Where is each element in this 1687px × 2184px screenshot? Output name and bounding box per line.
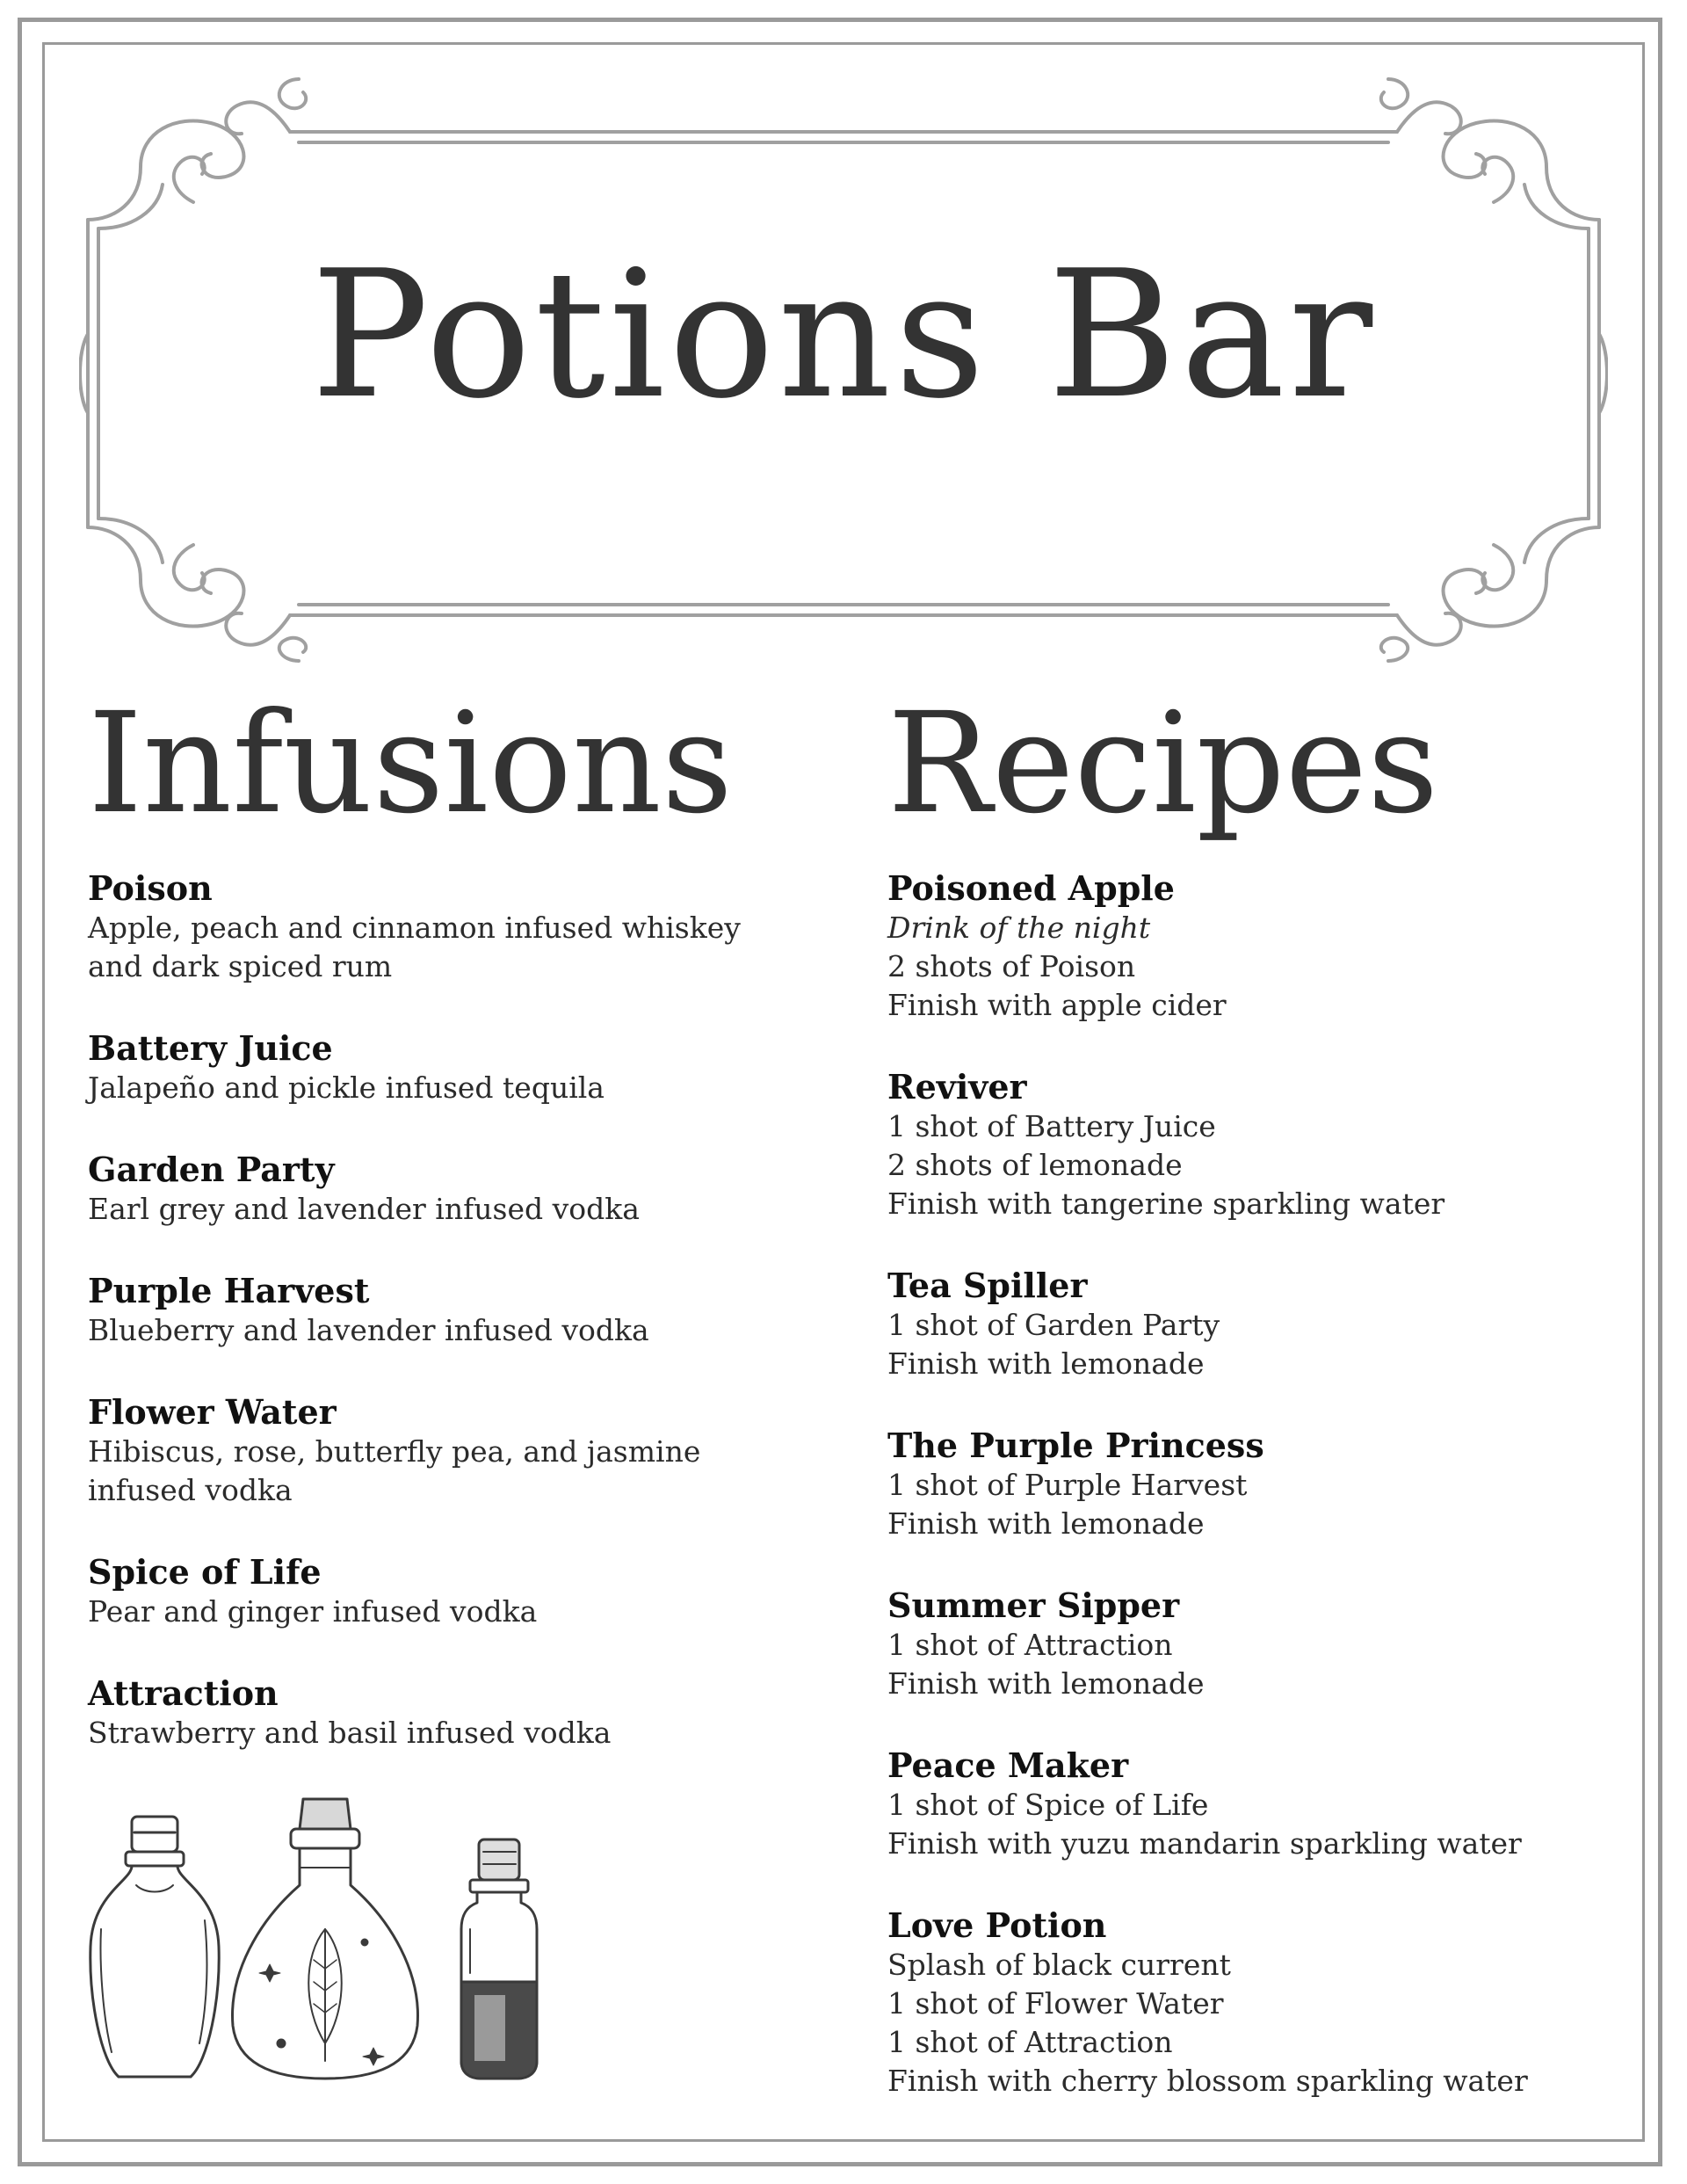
infusion-item bbox=[88, 1271, 861, 1350]
infusion-description: Pear and ginger infused vodka bbox=[88, 1594, 538, 1629]
recipe-step: 2 shots of lemonade bbox=[887, 1148, 1183, 1182]
recipe-note: Drink of the night bbox=[887, 911, 1151, 945]
recipe-item bbox=[887, 1905, 1608, 2101]
bottles-illustration bbox=[83, 1797, 576, 2087]
recipe-name: Peace Maker bbox=[887, 1745, 1129, 1785]
infusion-name: Flower Water bbox=[88, 1392, 337, 1432]
infusion-description: and dark spiced rum bbox=[88, 949, 393, 983]
corked-flask-icon bbox=[233, 1799, 418, 2079]
infusion-item bbox=[88, 1552, 861, 1631]
recipe-name: Love Potion bbox=[887, 1905, 1107, 1945]
recipe-step: 1 shot of Garden Party bbox=[887, 1308, 1220, 1342]
recipe-step: 1 shot of Battery Juice bbox=[887, 1109, 1216, 1143]
infusion-item bbox=[88, 1150, 861, 1229]
small-vial-icon bbox=[461, 1839, 537, 2079]
infusion-name: Garden Party bbox=[88, 1150, 335, 1189]
infusion-item bbox=[88, 1028, 861, 1107]
recipe-step: Finish with lemonade bbox=[887, 1506, 1205, 1541]
infusion-item bbox=[88, 1392, 861, 1510]
page-title: Potions Bar bbox=[310, 233, 1377, 438]
infusions-heading: Infusions bbox=[88, 683, 733, 845]
recipe-step: 2 shots of Poison bbox=[887, 949, 1136, 983]
recipe-item bbox=[887, 868, 1608, 1025]
infusion-item bbox=[88, 1673, 861, 1752]
bottle-icon bbox=[91, 1817, 219, 2077]
recipe-step: 1 shot of Purple Harvest bbox=[887, 1468, 1248, 1502]
recipe-step: 1 shot of Attraction bbox=[887, 2025, 1173, 2059]
recipe-step: 1 shot of Spice of Life bbox=[887, 1788, 1209, 1822]
recipes-column bbox=[887, 683, 1608, 2143]
infusion-item bbox=[88, 868, 861, 986]
recipe-step: Finish with tangerine sparkling water bbox=[887, 1186, 1445, 1221]
infusion-name: Purple Harvest bbox=[88, 1271, 370, 1310]
infusions-column bbox=[88, 683, 861, 1795]
recipe-step: Finish with yuzu mandarin sparkling water bbox=[887, 1826, 1522, 1861]
infusion-description: infused vodka bbox=[88, 1473, 293, 1507]
recipe-name: The Purple Princess bbox=[887, 1426, 1264, 1465]
infusion-description: Strawberry and basil infused vodka bbox=[88, 1716, 612, 1750]
recipe-step: Finish with cherry blossom sparkling water bbox=[887, 2064, 1528, 2098]
recipe-item bbox=[887, 1745, 1608, 1863]
infusion-description: Blueberry and lavender infused vodka bbox=[88, 1313, 649, 1347]
infusion-description: Hibiscus, rose, butterfly pea, and jasmine bbox=[88, 1434, 701, 1469]
infusion-name: Battery Juice bbox=[88, 1028, 333, 1068]
recipe-item bbox=[887, 1585, 1608, 1703]
recipe-step: Splash of black current bbox=[887, 1948, 1231, 1982]
infusion-name: Poison bbox=[88, 868, 213, 908]
infusion-description: Apple, peach and cinnamon infused whiskey bbox=[88, 911, 741, 945]
recipe-step: Finish with apple cider bbox=[887, 988, 1227, 1022]
recipe-item bbox=[887, 1067, 1608, 1223]
infusion-name: Attraction bbox=[88, 1673, 279, 1713]
recipe-step: Finish with lemonade bbox=[887, 1346, 1205, 1381]
recipe-item bbox=[887, 1426, 1608, 1543]
recipe-step: 1 shot of Attraction bbox=[887, 1628, 1173, 1662]
infusion-name: Spice of Life bbox=[88, 1552, 322, 1592]
recipe-step: 1 shot of Flower Water bbox=[887, 1986, 1224, 2021]
recipe-step: Finish with lemonade bbox=[887, 1666, 1205, 1701]
recipes-heading: Recipes bbox=[887, 683, 1439, 845]
infusion-description: Jalapeño and pickle infused tequila bbox=[88, 1070, 605, 1105]
recipe-name: Reviver bbox=[887, 1067, 1027, 1107]
recipe-name: Summer Sipper bbox=[887, 1585, 1180, 1625]
recipe-item bbox=[887, 1266, 1608, 1383]
infusion-description: Earl grey and lavender infused vodka bbox=[88, 1192, 640, 1226]
recipe-name: Tea Spiller bbox=[887, 1266, 1088, 1305]
recipe-name: Poisoned Apple bbox=[887, 868, 1175, 908]
